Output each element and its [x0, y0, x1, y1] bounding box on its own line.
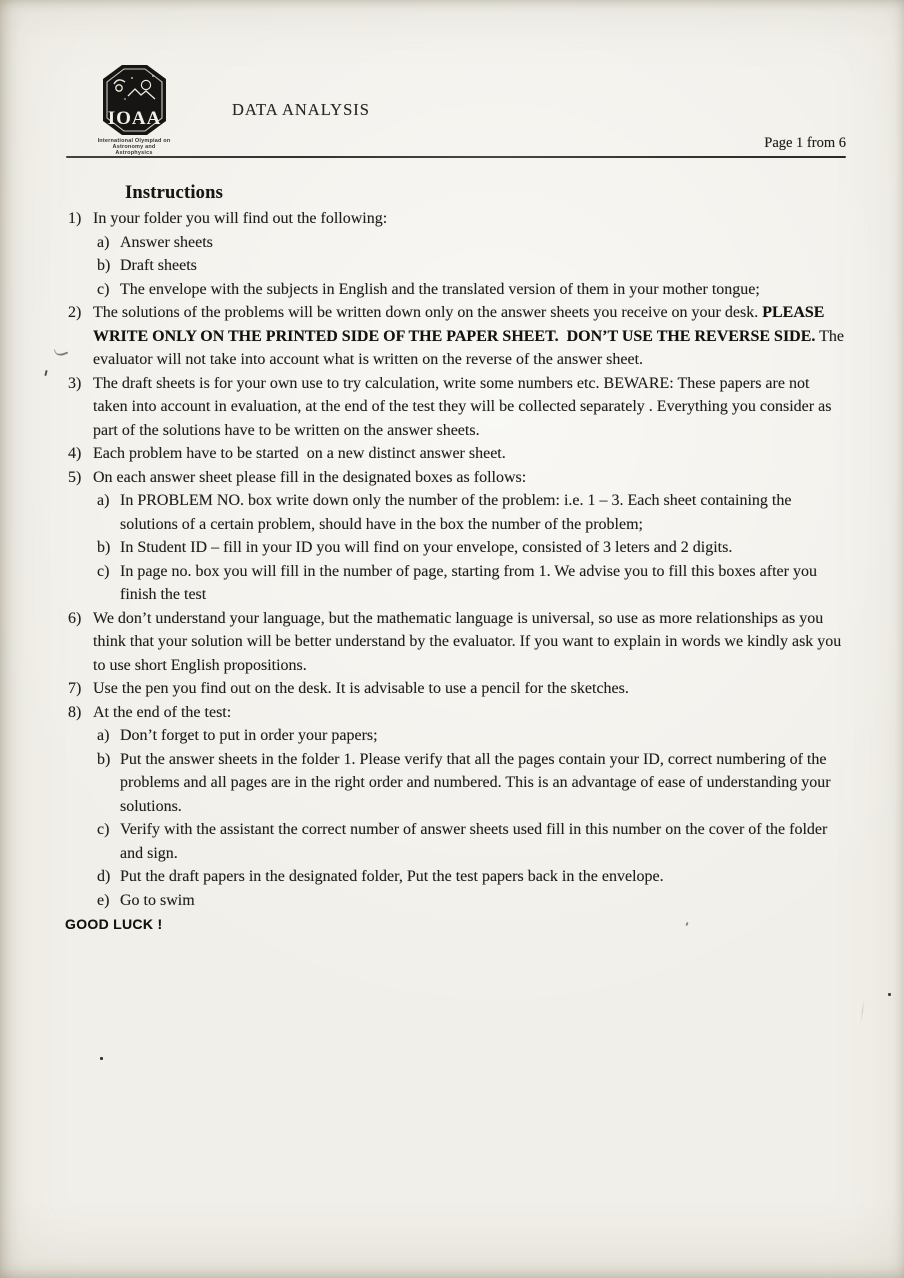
- subitem-label: a): [97, 233, 110, 251]
- list-item: [65, 701, 847, 725]
- scan-scratch: [860, 1000, 864, 1022]
- subitem-text: [120, 536, 847, 560]
- item-text: [93, 301, 847, 372]
- item-label: 2): [68, 304, 82, 321]
- list-subitem: [93, 560, 847, 607]
- subitem-text: [120, 231, 847, 255]
- logo-caption-line1: International Olympiad on: [97, 138, 171, 144]
- good-luck-note: GOOD LUCK !: [65, 916, 163, 932]
- item-label: 6): [68, 609, 82, 627]
- list-item: [65, 372, 847, 443]
- instructions-section: [65, 181, 847, 937]
- ioaa-logo: [94, 64, 174, 156]
- item-text: [93, 701, 847, 725]
- body-text: We don’t understand your language, but the mathematic language is universal, so use as more relationships as you think that your solution will be better understand by the evaluator. If you want to explain in words we kindly ask you to use short English propositions.: [93, 609, 846, 674]
- header-divider: [66, 156, 846, 158]
- list-subitem: [93, 748, 847, 819]
- list-item: [65, 466, 847, 490]
- subitem-text: [120, 489, 847, 536]
- subitem-label: b): [97, 257, 111, 274]
- list-subitem: [93, 536, 847, 560]
- page-number: Page 1 from 6: [764, 135, 846, 151]
- list-subitem: [93, 724, 847, 748]
- list-item: [65, 607, 847, 678]
- item-text: [93, 466, 847, 490]
- subitem-label: a): [97, 492, 110, 509]
- list-subitem: [93, 254, 847, 278]
- subitem-text: [120, 278, 847, 302]
- subitem-label: e): [97, 891, 110, 909]
- body-text: Use the pen you find out on the desk. It is advisable to use a pencil for the sketches.: [93, 680, 629, 697]
- body-text: In your folder you will find out the following:: [93, 210, 388, 227]
- body-text: In page no. box you will fill in the number of page, starting from 1. We advise you to fill this boxes after you finish the test: [120, 562, 821, 603]
- body-text: The evaluator will not take into account what is written on the reverse of the answer sheet.: [93, 327, 848, 368]
- item-text: [93, 442, 847, 466]
- subitem-label: c): [97, 562, 110, 580]
- subitem-text: [120, 865, 847, 889]
- body-text: Don’t forget to put in order your papers;: [120, 727, 378, 744]
- subitem-text: [120, 560, 847, 607]
- body-text: On each answer sheet please fill in the designated boxes as follows:: [93, 468, 527, 486]
- scan-speck: [100, 1057, 103, 1060]
- subitem-text: [120, 724, 847, 748]
- ioaa-badge-icon: [101, 64, 168, 136]
- subitem-label: b): [97, 750, 111, 768]
- body-text: Each problem have to be started on a new distinct answer sheet.: [93, 445, 506, 462]
- document-title: DATA ANALYSIS: [232, 100, 370, 119]
- instructions-list: [65, 207, 847, 912]
- ioaa-acronym: IOAA: [107, 108, 161, 129]
- list-subitem: [93, 818, 847, 865]
- item-label: 7): [68, 680, 82, 697]
- subitem-text: [120, 889, 847, 913]
- item-text: [93, 677, 847, 701]
- body-text: Answer sheets: [120, 233, 213, 251]
- subitem-text: [120, 818, 847, 865]
- item-label: 3): [68, 374, 82, 392]
- body-text: Verify with the assistant the correct number of answer sheets used fill in this number on the cover of the folder and sign.: [120, 821, 832, 862]
- list-item: [65, 677, 847, 701]
- subitem-label: c): [97, 821, 110, 838]
- list-subitem: [93, 278, 847, 302]
- item-label: 8): [68, 703, 82, 721]
- item-text: [93, 607, 847, 678]
- scan-mark-tick: [44, 370, 47, 376]
- logo-caption-line2: Astronomy and Astrophysics: [112, 144, 156, 156]
- body-text: In Student ID – fill in your ID you will find on your envelope, consisted of 3 leters and 2 digits.: [120, 539, 733, 556]
- emphasis-text: PLEASE WRITE ONLY ON THE PRINTED SIDE OF THE PAPER SHEET. DON’T USE THE REVERSE SIDE.: [93, 304, 829, 345]
- item-label: 5): [68, 468, 82, 486]
- body-text: Put the answer sheets in the folder 1. Please verify that all the pages contain your ID, correct numbering of the problems and all pages are in the right order and numbered. This is an advantage of ease of understanding your solutions.: [120, 750, 835, 815]
- logo-caption: [94, 138, 174, 156]
- list-item: [65, 301, 847, 372]
- subitem-label: a): [97, 727, 110, 744]
- list-subitem: [93, 865, 847, 889]
- subitem-label: c): [97, 280, 110, 298]
- subitem-label: b): [97, 539, 111, 556]
- body-text: At the end of the test:: [93, 703, 232, 721]
- body-text: The draft sheets is for your own use to try calculation, write some numbers etc. BEWARE: These papers are not taken into account in evaluation, at the end of the test they will be collected separately . Everything you consider as part of the solutions have to be written on the answer sheets.: [93, 374, 836, 439]
- item-label: 1): [68, 210, 82, 227]
- body-text: Put the draft papers in the designated folder, Put the test papers back in the envelope.: [120, 868, 664, 885]
- subitem-text: [120, 254, 847, 278]
- subitem-label: d): [97, 868, 111, 885]
- list-item: [65, 442, 847, 466]
- list-subitem: [93, 489, 847, 536]
- body-text: The solutions of the problems will be written down only on the answer sheets you receive on your desk.: [93, 304, 763, 321]
- body-text: The envelope with the subjects in English and the translated version of them in your mother tongue;: [120, 280, 760, 298]
- item-text: [93, 207, 847, 231]
- body-text: Go to swim: [120, 891, 195, 909]
- subitem-text: [120, 748, 847, 819]
- item-label: 4): [68, 445, 82, 462]
- item-text: [93, 372, 847, 443]
- body-text: Draft sheets: [120, 257, 197, 274]
- scan-speck: [888, 993, 891, 996]
- list-subitem: [93, 889, 847, 913]
- body-text: In PROBLEM NO. box write down only the number of the problem: i.e. 1 – 3. Each sheet containing the solutions of a certain problem, should have in the box the number of the problem;: [120, 492, 796, 533]
- list-item: [65, 207, 847, 231]
- list-subitem: [93, 231, 847, 255]
- instructions-heading: Instructions: [125, 183, 223, 203]
